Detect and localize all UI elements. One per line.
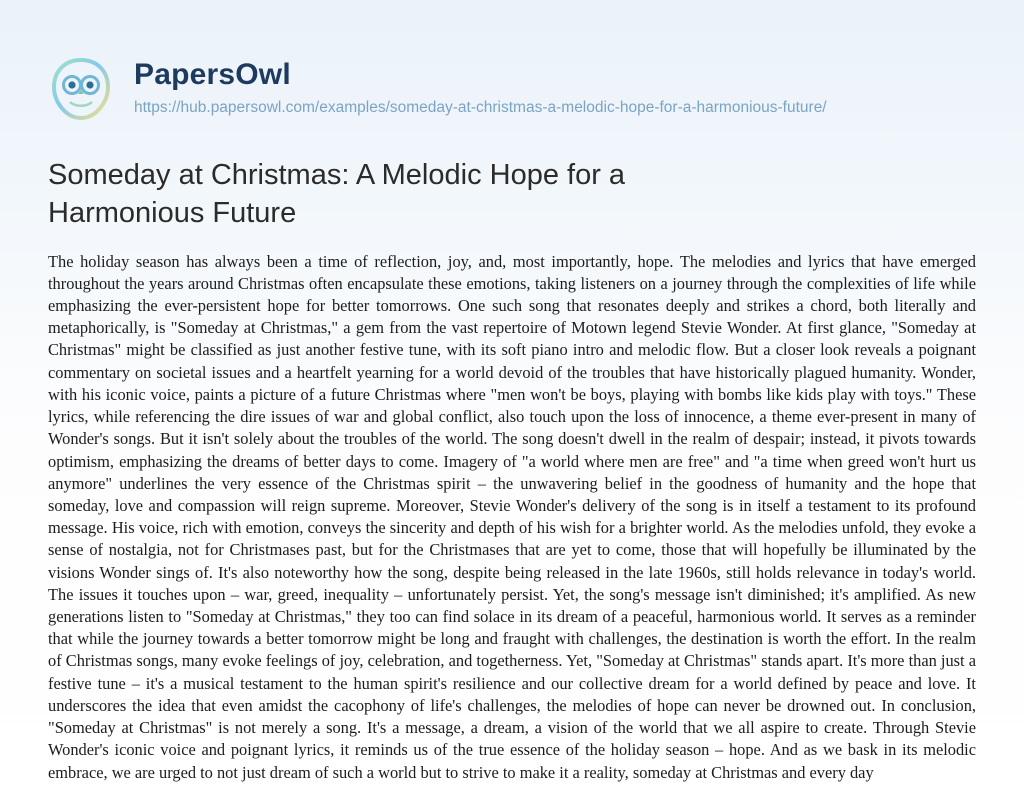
owl-logo-icon	[48, 56, 114, 122]
article-body: The holiday season has always been a time of reflection, joy, and, most importantly, hope. The melodies and lyrics that have emerged throughout the years around Christmas often encapsulate these emotions, taking listeners on a journey through the complexities of life while emphasizing the ever-persistent hope for better tomorrows. One such song that resonates deeply and strikes a chord, both literally and metaphorically, is "Someday at Christmas," a gem from the vast repertoire of Motown legend Stevie Wonder. At first glance, "Someday at Christmas" might be classified as just another festive tune, with its soft piano intro and melodic flow. But a closer look reveals a poignant commentary on societal issues and a heartfelt yearning for a world devoid of the troubles that have historically plagued humanity. Wonder, with his iconic voice, paints a picture of a future Christmas where "men won't be boys, playing with bombs like kids play with toys." These lyrics, while referencing the dire issues of war and global conflict, also touch upon the loss of innocence, a theme ever-present in many of Wonder's songs. But it isn't solely about the troubles of the world. The song doesn't dwell in the realm of despair; instead, it pivots towards optimism, emphasizing the dreams of better days to come. Imagery of "a world where men are free" and "a time when greed won't hurt us anymore" underlines the very essence of the Christmas spirit – the unwavering belief in the goodness of humanity and the hope that someday, love and compassion will reign supreme. Moreover, Stevie Wonder's delivery of the song is in itself a testament to its profound message. His voice, rich with emotion, conveys the sincerity and depth of his wish for a brighter world. As the melodies unfold, they evoke a sense of nostalgia, not for Christmases past, but for the Christmases that are yet to come, those that will hopefully be illuminated by the visions Wonder sings of. It's also noteworthy how the song, despite being released in the late 1960s, still holds relevance in today's world. The issues it touches upon – war, greed, inequality – unfortunately persist. Yet, the song's message isn't diminished; it's amplified. As new generations listen to "Someday at Christmas," they too can find solace in its dream of a peaceful, harmonious world. It serves as a reminder that while the journey towards a better tomorrow might be long and fraught with challenges, the destination is worth the effort. In the realm of Christmas songs, many evoke feelings of joy, celebration, and togetherness. Yet, "Someday at Christmas" stands apart. It's more than just a festive tune – it's a musical testament to the human spirit's resilience and our collective dream for a world defined by peace and love. It underscores the idea that even amidst the cacophony of life's challenges, the melodies of hope can never be drowned out. In conclusion, "Someday at Christmas" is not merely a song. It's a message, a dream, a vision of the world that we all aspire to create. Through Stevie Wonder's iconic voice and poignant lyrics, it reminds us of the true essence of the holiday season – hope. And as we bask in its melodic embrace, we are urged to not just dream of such a world but to strive to make it a reality, someday at Christmas and every day	[48, 251, 976, 782]
brand-name: PapersOwl	[134, 58, 291, 91]
brand-block	[134, 50, 827, 119]
site-header	[0, 0, 1024, 122]
page-title: Someday at Christmas: A Melodic Hope for a Harmonious Future	[48, 159, 626, 230]
source-url[interactable]: https://hub.papersowl.com/examples/someday-at-christmas-a-melodic-hope-for-a-harmonious-future/	[134, 99, 827, 116]
